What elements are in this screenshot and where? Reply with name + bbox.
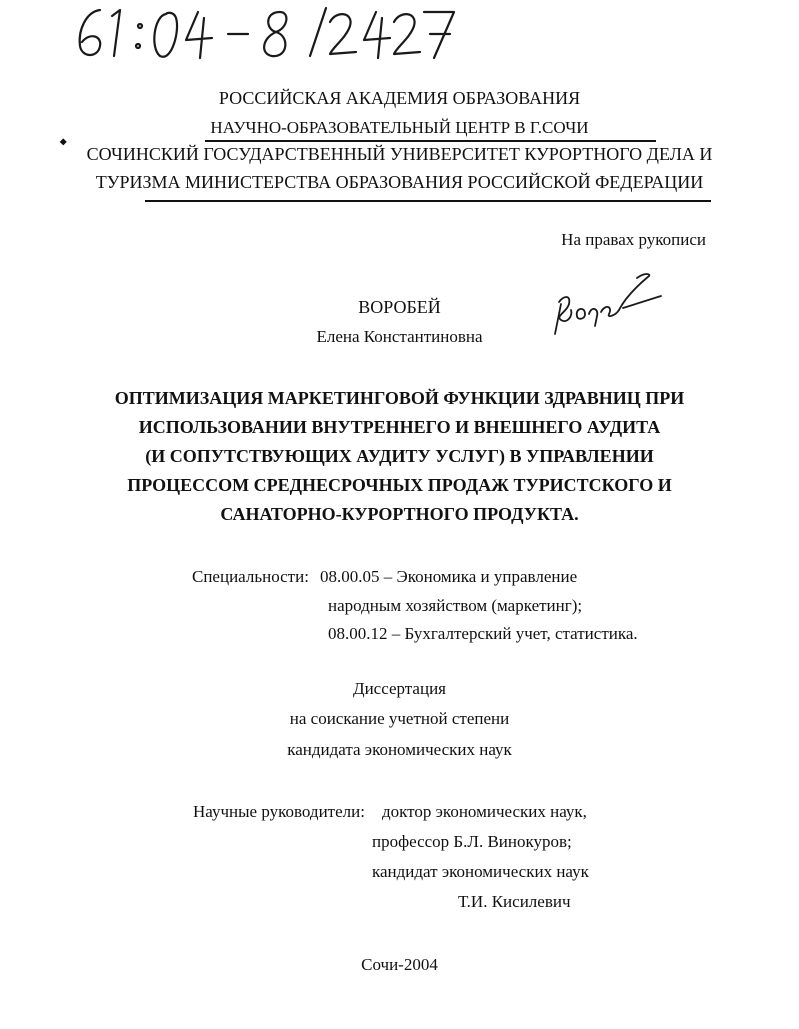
dissertation-label: Диссертация [352,679,446,698]
academy-name: РОССИЙСКАЯ АКАДЕМИЯ ОБРАЗОВАНИЯ [218,88,581,108]
university-line-2: ТУРИЗМА МИНИСТЕРСТВА ОБРАЗОВАНИЯ РОССИЙСКОЙ ФЕДЕРАЦИИ [95,172,704,192]
handwritten-archive-number-drawing [62,0,462,66]
supervisors-label: Научные руководители: [193,802,365,821]
specialty-line-3: 08.00.12 – Бухгалтерский учет, статистика. [328,624,638,643]
manuscript-rights-note: На правах рукописи [561,230,706,249]
specialties-label: Специальности: [192,567,309,586]
handwritten-signature [545,268,663,340]
scientific-center-name: НАУЧНО-ОБРАЗОВАТЕЛЬНЫЙ ЦЕНТР В Г.СОЧИ [210,118,589,137]
dissertation-degree-field: кандидата экономических наук [287,740,512,759]
title-line-2: ИСПОЛЬЗОВАНИИ ВНУТРЕННЕГО И ВНЕШНЕГО АУДИТА [138,417,661,437]
supervisor-2-degree: кандидат экономических наук [372,862,589,881]
author-name: Елена Константиновна [316,327,483,346]
title-line-4: ПРОЦЕССОМ СРЕДНЕСРОЧНЫХ ПРОДАЖ ТУРИСТСКОГО И [127,475,672,495]
header-underline [205,140,656,142]
handwritten-archive-number [62,0,462,66]
specialty-line-2: народным хозяйством (маркетинг); [328,596,583,615]
city-year: Сочи-2004 [361,955,438,974]
title-line-1: ОПТИМИЗАЦИЯ МАРКЕТИНГОВОЙ ФУНКЦИИ ЗДРАВНИЦ ПРИ [114,388,685,408]
supervisor-1-degree: доктор экономических наук, [382,802,587,821]
author-surname: ВОРОБЕЙ [358,297,441,317]
handwritten-signature-drawing [545,268,663,340]
specialty-line-1: 08.00.05 – Экономика и управление [320,567,578,586]
supervisor-2-name: Т.И. Кисилевич [458,892,571,911]
header-rule [145,200,711,202]
title-line-5: САНАТОРНО-КУРОРТНОГО ПРОДУКТА. [220,504,579,524]
title-line-3: (И СОПУТСТВУЮЩИХ АУДИТУ УСЛУГ) В УПРАВЛЕНИИ [145,446,654,466]
supervisor-1-name: профессор Б.Л. Винокуров; [372,832,572,851]
university-line-1: СОЧИНСКИЙ ГОСУДАРСТВЕННЫЙ УНИВЕРСИТЕТ КУРОРТНОГО ДЕЛА И [86,144,713,164]
dissertation-degree-line: на соискание учетной степени [289,709,510,728]
margin-mark-icon: ⬩ [60,131,67,151]
